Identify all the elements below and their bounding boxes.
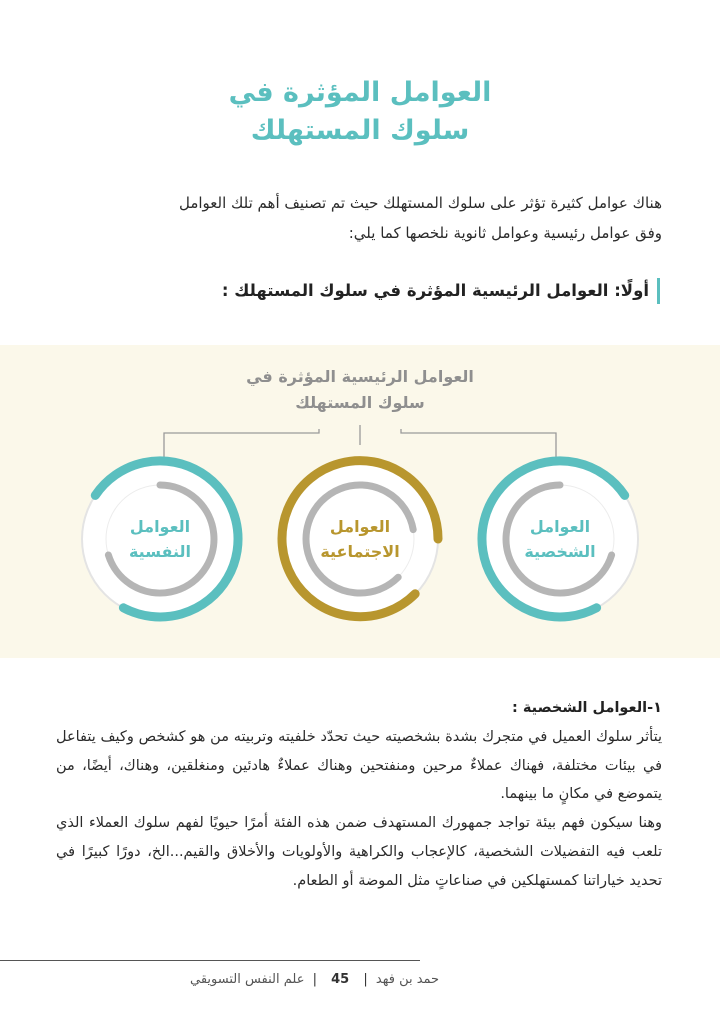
page-number: 45 — [331, 972, 350, 987]
circle-label-personal — [500, 514, 620, 564]
circle-label-personal-line-2: الشخصية — [524, 542, 596, 561]
footer-separator-1: | — [363, 972, 368, 987]
page-footer — [190, 970, 439, 990]
footer-separator-2: | — [312, 972, 317, 987]
connector-left — [164, 429, 319, 460]
body-paragraph-1: يتأثر سلوك العميل في متجرك بشدة بشخصيته حيث تحدّد خلفيته وتربيته من هو كشخص وكيف يتفاعل في بيئات مختلفة، فهناك عملاءٌ مرحين ومنفتحين وهناك عملاءٌ هادئين ومنغلقين، وهناك، أيضًا، من يتموضع في مكانٍ ما بينهما. — [56, 728, 662, 803]
body-subheading: ١-العوامل الشخصية : — [512, 700, 662, 716]
circle-label-psychological — [100, 514, 220, 564]
circle-label-social-line-1: العوامل — [329, 517, 391, 536]
circle-label-personal-line-1: العوامل — [529, 517, 591, 536]
circle-label-social-line-2: الاجتماعية — [320, 542, 400, 561]
diagram-title-line-1: العوامل الرئيسية المؤثرة في — [246, 367, 474, 386]
intro-line-2: وفق عوامل رئيسية وعوامل ثانوية نلخصها كما يلي: — [348, 224, 662, 242]
section-heading: أولًا: العوامل الرئيسية المؤثرة في سلوك المستهلك : — [222, 278, 660, 304]
circle-label-social — [300, 514, 420, 564]
page-title-line-1: العوامل المؤثرة في — [228, 77, 492, 108]
connector-right — [401, 429, 556, 460]
diagram-title — [0, 364, 720, 416]
body-section — [56, 694, 662, 896]
body-paragraph-2: وهنا سيكون فهم بيئة تواجد جمهورك المستهدف ضمن هذه الفئة أمرًا حيويًا لفهم سلوك العملاء الذي تلعب فيه التفضيلات الشخصية، كالإعجاب والكراهية والأولويات والأخلاق والقيم...الخ، دورًا كبيرًا في تحديد خياراتنا كمستهلكين في صناعاتٍ مثل الموضة أو الطعام. — [56, 815, 662, 889]
intro-line-1: هناك عوامل كثيرة تؤثر على سلوك المستهلك حيث تم تصنيف أهم تلك العوامل — [178, 194, 662, 212]
page-title — [0, 74, 720, 150]
page-title-line-2: سلوك المستهلك — [250, 115, 470, 146]
footer-author: حمد بن فهد — [375, 972, 440, 987]
intro-paragraph — [58, 188, 662, 248]
circle-label-psychological-line-1: العوامل — [129, 517, 191, 536]
footer-book-title: علم النفس التسويقي — [190, 972, 305, 987]
circle-label-psychological-line-2: النفسية — [128, 542, 192, 561]
diagram-title-line-2: سلوك المستهلك — [295, 393, 425, 412]
footer-divider — [0, 960, 420, 961]
